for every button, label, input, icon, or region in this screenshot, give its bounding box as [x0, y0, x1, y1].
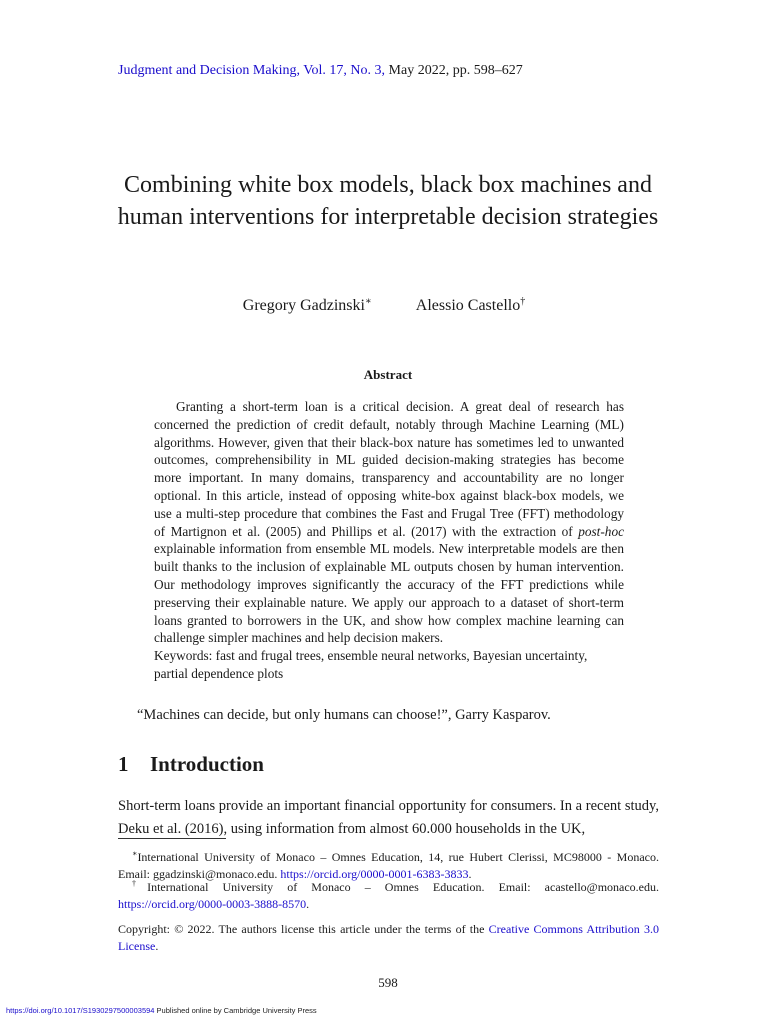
page-number: 598 — [378, 975, 398, 990]
footnote-text: International University of Monaco – Omnes Education. Email: acastello@monaco.edu. — [147, 880, 660, 894]
copyright-notice — [118, 921, 659, 955]
abstract-heading: Abstract — [363, 367, 413, 382]
abstract-body — [154, 398, 624, 647]
publisher-note: Published online by Cambridge University Press — [154, 1006, 317, 1015]
abstract-italic: post-hoc — [578, 523, 624, 539]
footnote-text: International University of Monaco – Omnes Education, 14, rue Hubert Clerissi, MC98000 - Monaco. Email: ggadzinski@monaco.edu. — [118, 850, 659, 881]
author-gadzinski — [243, 296, 372, 315]
author-footnote-mark: † — [520, 296, 526, 307]
footnote-castello — [118, 875, 659, 913]
section-heading — [118, 752, 264, 777]
doi-footer — [6, 1006, 317, 1015]
orcid-link[interactable]: https://orcid.org/0000-0001-6383-3833 — [280, 867, 469, 881]
author-name: Alessio Castello — [415, 297, 521, 314]
author-list — [0, 296, 768, 315]
epigraph-quote: “Machines can decide, but only humans can choose!”, Garry Kasparov. — [137, 707, 551, 723]
footnote-mark: † — [132, 879, 148, 888]
author-name: Gregory Gadzinski — [242, 297, 365, 314]
orcid-link[interactable]: https://orcid.org/0000-0003-3888-8570 — [118, 897, 307, 911]
journal-citation — [118, 63, 523, 79]
section-number: 1 — [118, 752, 129, 776]
footnote-end: . — [306, 897, 310, 911]
footnote-end: . — [468, 867, 472, 881]
footnote-mark: ∗ — [132, 849, 138, 858]
copyright-end: . — [155, 939, 159, 953]
license-link[interactable]: Creative Commons Attribution 3.0 License — [118, 922, 659, 953]
footnote-divider — [118, 838, 226, 839]
intro-paragraph: Short-term loans provide an important financial opportunity for consumers. In a recent study, Deku et al. (2016), using information from almost 60.000 households in the UK, — [118, 798, 659, 837]
keywords: Keywords: fast and frugal trees, ensemble neural networks, Bayesian uncertainty, partial dependence plots — [154, 648, 588, 681]
copyright-text: Copyright: © 2022. The authors license this article under the terms of the — [118, 922, 489, 936]
paper-title: Combining white box models, black box machines and human interventions for interpretable decision strategies — [117, 172, 659, 230]
abstract-text: Granting a short-term loan is a critical decision. A great deal of research has concerned the prediction of credit default, notably through Machine Learning (ML) algorithms. However, given that their black-box nature has sometimes led to unwanted outcomes, comprehensibility in ML guided decision-making strategies has become more important. In many domains, transparency and accountability are no longer optional. In this article, instead of opposing white-box against black-box models, we use a multi-step procedure that combines the Fast and Frugal Tree (FFT) methodology of Martignon et al. (2005) and Phillips et al. (2017) with the extraction of — [154, 399, 624, 539]
section-title: Introduction — [150, 752, 264, 776]
author-castello — [416, 296, 525, 315]
journal-link[interactable]: Judgment and Decision Making, Vol. 17, No. 3, — [118, 63, 386, 78]
author-footnote-mark: ∗ — [364, 296, 372, 307]
doi-link[interactable]: https://doi.org/10.1017/S1930297500003594 — [6, 1006, 155, 1015]
abstract-text-cont: explainable information from ensemble ML models. New interpretable models are then built thanks to the inclusion of explainable ML outputs chosen by human intervention. Our methodology improves significantly the accuracy of the FFT predictions while preserving their explainable nature. We apply our approach to a dataset of short-term loans granted to borrowers in the UK, and show how complex machine learning can challenge simpler machines and help decision makers. — [154, 541, 624, 646]
journal-issue-date: May 2022, pp. 598–627 — [385, 63, 523, 78]
